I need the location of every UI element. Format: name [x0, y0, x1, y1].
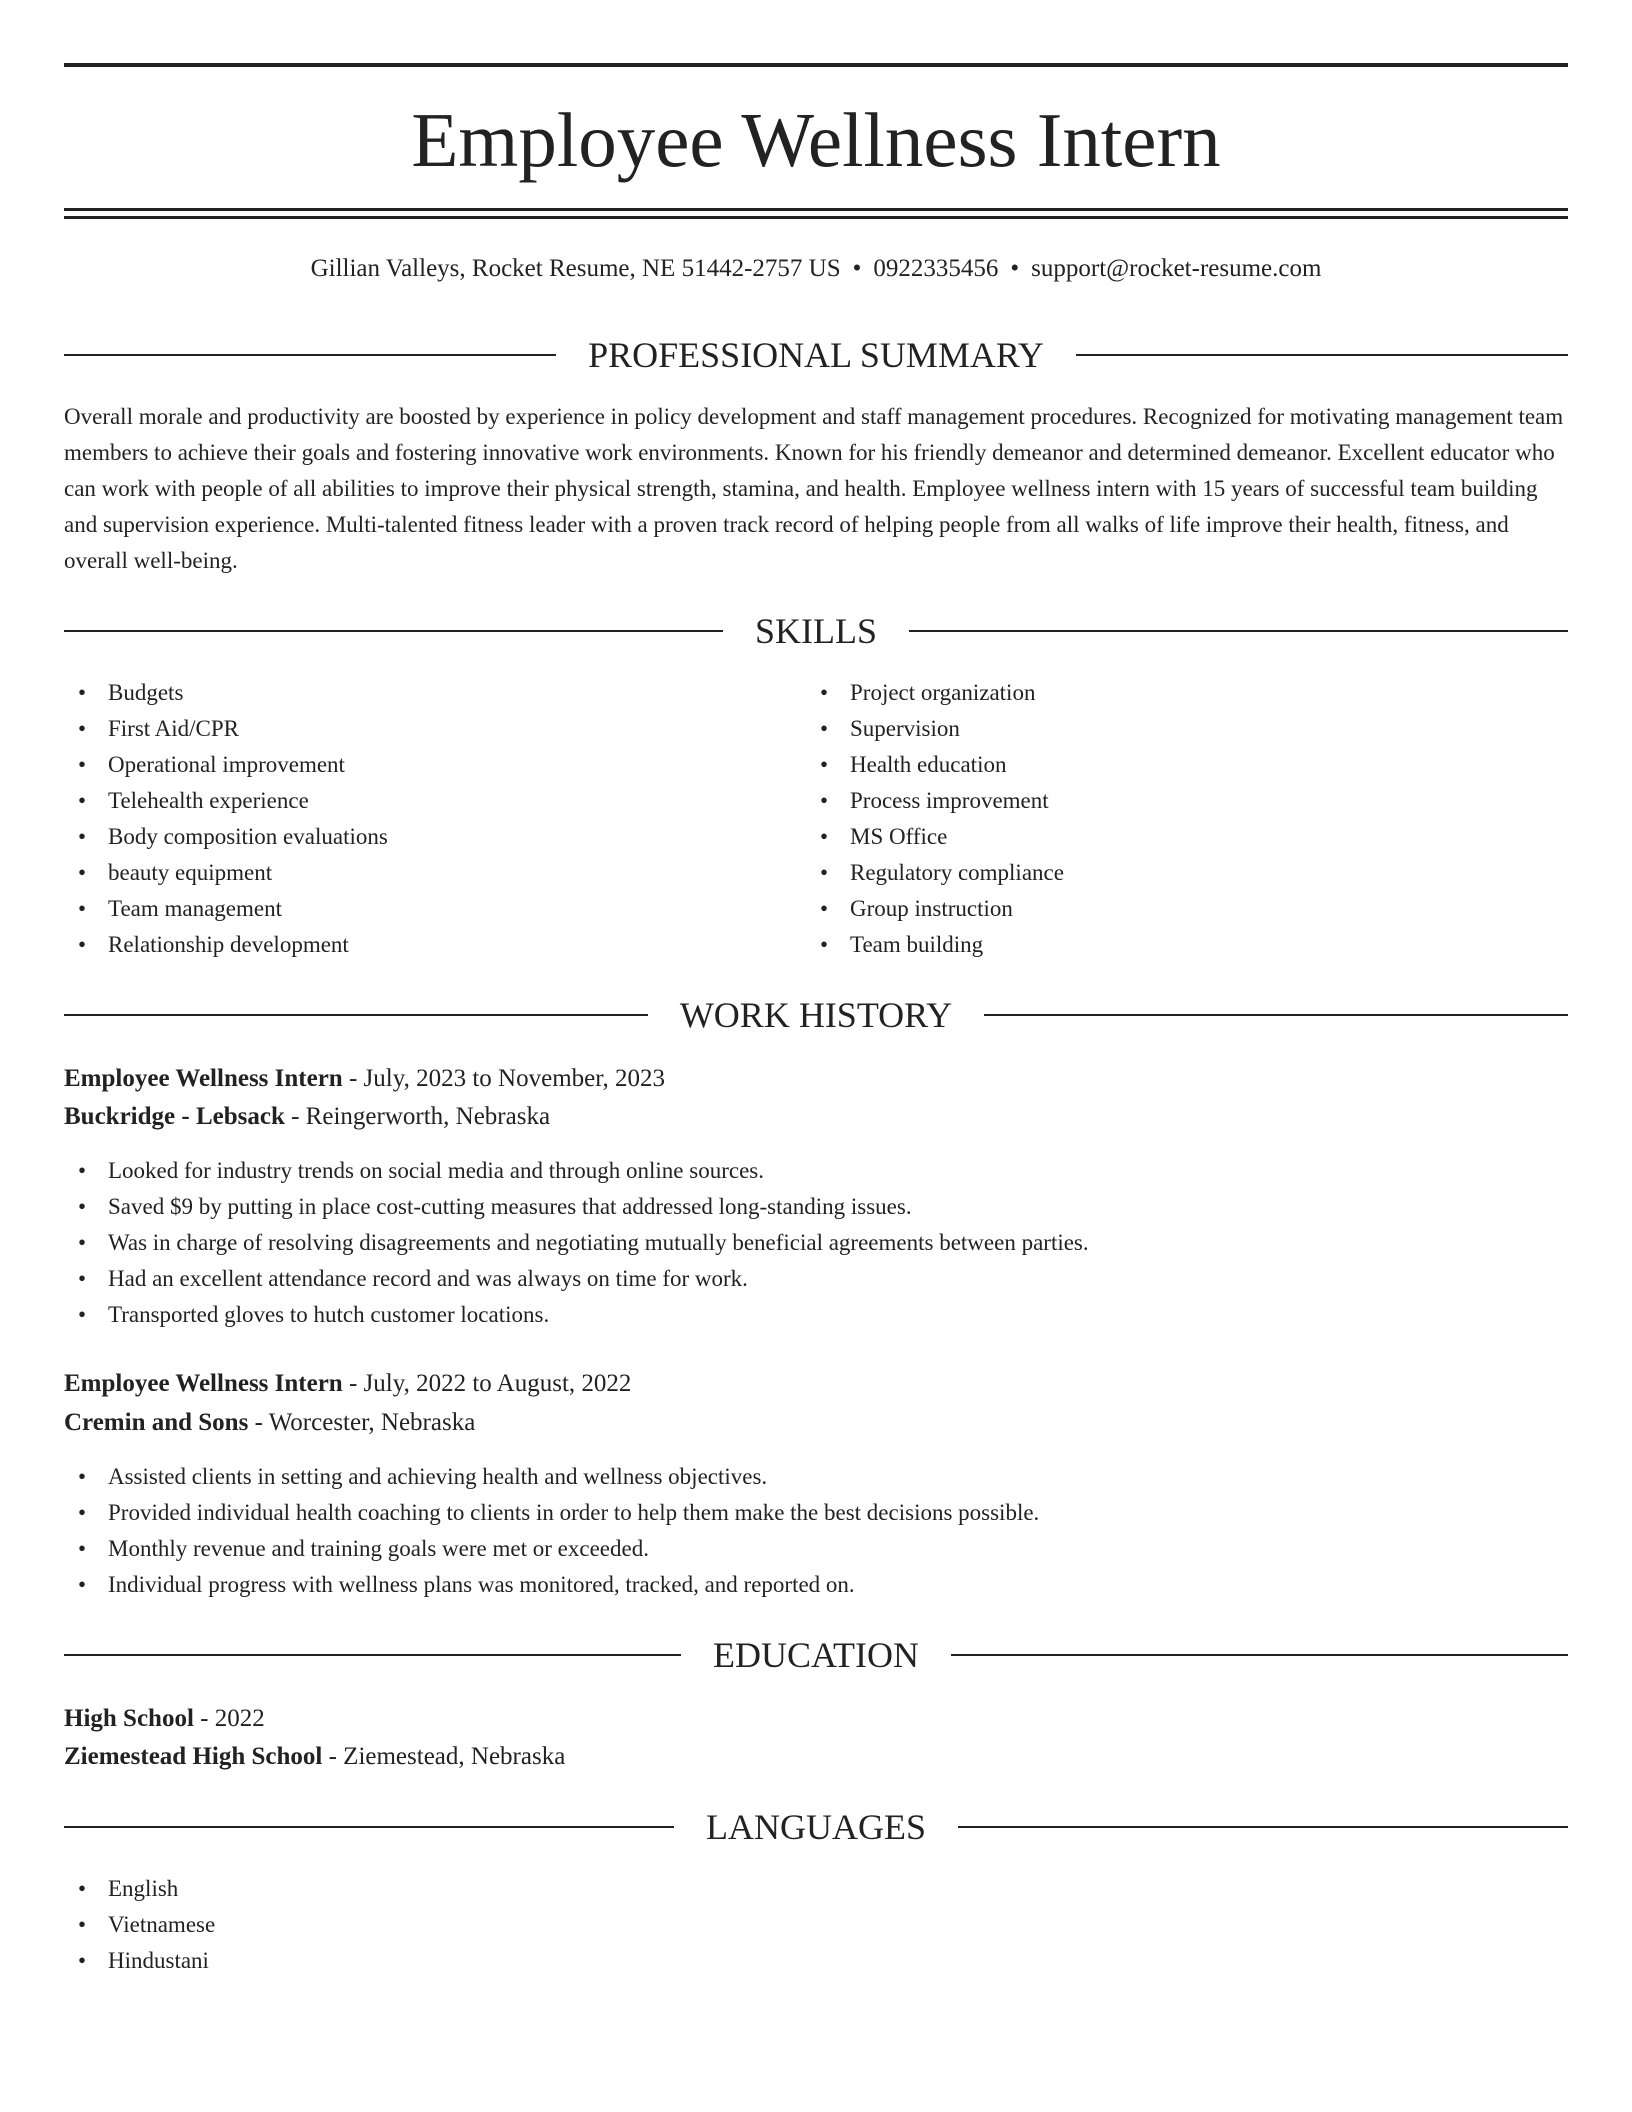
heading-rule	[909, 630, 1568, 632]
section-heading-work-history	[64, 993, 1568, 1037]
section-heading-languages	[64, 1805, 1568, 1849]
skill-item: • Telehealth experience	[64, 783, 388, 819]
skill-item: • Regulatory compliance	[806, 855, 1064, 891]
heading-rule	[64, 1014, 648, 1016]
skill-item: • Health education	[806, 747, 1064, 783]
skill-item: • Body composition evaluations	[64, 819, 388, 855]
section-title: SKILLS	[755, 611, 878, 651]
job-dates: - July, 2023 to November, 2023	[342, 1065, 666, 1092]
job-company-line	[64, 1405, 475, 1441]
section-title: WORK HISTORY	[679, 995, 953, 1035]
top-rule	[64, 63, 1568, 67]
contact-separator: •	[852, 255, 862, 282]
skills-list-right	[806, 675, 1064, 963]
job-company: Cremin and Sons	[64, 1409, 249, 1436]
job-duty: • Was in charge of resolving disagreements and negotiating mutually beneficial agreements between parties.	[64, 1225, 1089, 1261]
job-duty: • Looked for industry trends on social media and through online sources.	[64, 1153, 1089, 1189]
title-double-rule-upper	[64, 208, 1568, 211]
job-company-line	[64, 1099, 550, 1135]
section-heading-summary	[64, 333, 1568, 377]
job-duty: • Monthly revenue and training goals were met or exceeded.	[64, 1531, 1039, 1567]
skills-list-left	[64, 675, 388, 963]
job-dates: - July, 2022 to August, 2022	[342, 1370, 632, 1397]
education-school: Ziemestead High School	[64, 1743, 323, 1770]
job-duty: • Individual progress with wellness plans was monitored, tracked, and reported on.	[64, 1567, 1039, 1603]
education-degree: High School	[64, 1705, 194, 1732]
skill-item: • Team building	[806, 927, 1064, 963]
education-year: - 2022	[193, 1705, 265, 1732]
job-duty: • Assisted clients in setting and achieving health and wellness objectives.	[64, 1459, 1039, 1495]
job-duty: • Had an excellent attendance record and was always on time for work.	[64, 1261, 1089, 1297]
skill-item: • Group instruction	[806, 891, 1064, 927]
skill-item: • Team management	[64, 891, 388, 927]
job-title-line	[64, 1366, 631, 1402]
contact-address: Gillian Valleys, Rocket Resume, NE 51442-2757 US	[310, 255, 841, 282]
language-item: • Vietnamese	[64, 1907, 215, 1943]
job-title: Employee Wellness Intern	[64, 1370, 343, 1397]
contact-line	[64, 252, 1568, 286]
job-duties-list	[64, 1153, 1089, 1333]
job-duty: • Provided individual health coaching to clients in order to help them make the best decisions possible.	[64, 1495, 1039, 1531]
title-double-rule-lower	[64, 216, 1568, 219]
skill-item: • Operational improvement	[64, 747, 388, 783]
section-title: PROFESSIONAL SUMMARY	[588, 335, 1044, 375]
job-location: - Reingerworth, Nebraska	[284, 1103, 551, 1130]
heading-rule	[64, 354, 556, 356]
skill-item: • Project organization	[806, 675, 1064, 711]
education-location: - Ziemestead, Nebraska	[322, 1743, 566, 1770]
section-title: EDUCATION	[713, 1635, 919, 1675]
section-heading-skills	[64, 609, 1568, 653]
skill-item: • MS Office	[806, 819, 1064, 855]
language-item: • English	[64, 1871, 215, 1907]
education-degree-line	[64, 1701, 265, 1737]
heading-rule	[64, 1826, 674, 1828]
language-item: • Hindustani	[64, 1943, 215, 1979]
job-title-line	[64, 1061, 665, 1097]
contact-separator: •	[1010, 255, 1020, 282]
skill-item: • Budgets	[64, 675, 388, 711]
heading-rule	[1076, 354, 1568, 356]
job-company: Buckridge - Lebsack	[64, 1103, 285, 1130]
job-location: - Worcester, Nebraska	[248, 1409, 476, 1436]
skill-item: • Relationship development	[64, 927, 388, 963]
job-duty: • Saved $9 by putting in place cost-cutting measures that addressed long-standing issues.	[64, 1189, 1089, 1225]
heading-rule	[64, 1654, 681, 1656]
section-title: LANGUAGES	[706, 1807, 926, 1847]
languages-list	[64, 1871, 215, 1979]
heading-rule	[951, 1654, 1568, 1656]
job-title: Employee Wellness Intern	[64, 1065, 343, 1092]
heading-rule	[984, 1014, 1568, 1016]
skill-item: • Supervision	[806, 711, 1064, 747]
job-duties-list	[64, 1459, 1039, 1603]
resume-title: Employee Wellness Intern	[411, 97, 1221, 183]
job-duty: • Transported gloves to hutch customer locations.	[64, 1297, 1089, 1333]
skill-item: • First Aid/CPR	[64, 711, 388, 747]
education-school-line	[64, 1739, 565, 1775]
heading-rule	[958, 1826, 1568, 1828]
summary-text: Overall morale and productivity are boosted by experience in policy development and staff management procedures. Recognized for motivating management team members to achieve their goals and fostering innovative work environments. Known for his friendly demeanor and determined demeanor. Excellent educator who can work with people of all abilities to improve their physical strength, stamina, and health. Employee wellness intern with 15 years of successful team building and supervision experience. Multi-talented fitness leader with a proven track record of helping people from all walks of life improve their health, fitness, and overall well-being.	[64, 404, 1564, 573]
contact-email: support@rocket-resume.com	[1031, 255, 1322, 282]
skill-item: • beauty equipment	[64, 855, 388, 891]
contact-phone: 0922335456	[873, 255, 999, 282]
heading-rule	[64, 630, 723, 632]
skill-item: • Process improvement	[806, 783, 1064, 819]
section-heading-education	[64, 1633, 1568, 1677]
